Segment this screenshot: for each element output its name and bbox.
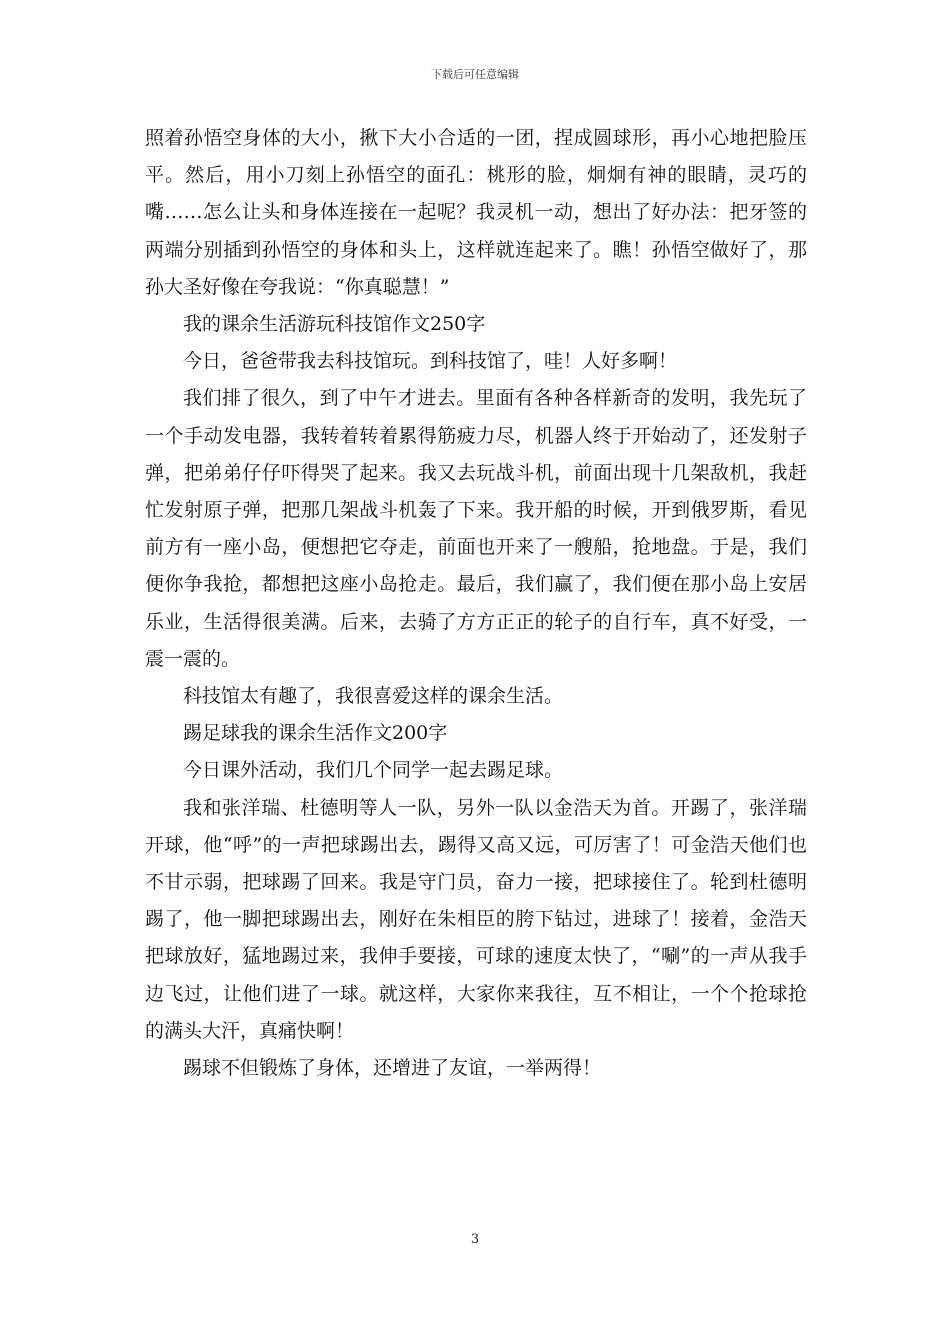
paragraph: 我们排了很久，到了中午才进去。里面有各种各样新奇的发明，我先玩了一个手动发电器，我转着转着累得筋疲力尽，机器人终于开始动了，还发射子弹，把弟弟仔仔吓得哭了起来。我又去玩战斗机，前面出现十几架敌机，我赶忙发射原子弹，把那几架战斗机轰了下来。我开船的时候，开到俄罗斯，看见前方有一座小岛，便想把它夺走，前面也开来了一艘船，抢地盘。于是，我们便你争我抢，都想把这座小岛抢走。最后，我们赢了，我们便在那小岛上安居乐业，生活得很美满。后来，去骑了方方正正的轮子的自行车，真不好受，一震一震的。 [145, 387, 807, 670]
paragraph: 今日，爸爸带我去科技馆玩。到科技馆了，哇！人好多啊！ [183, 350, 678, 373]
document-body [145, 120, 807, 1087]
paragraph: 踢球不但锻炼了身体，还增进了友谊，一举两得！ [183, 1057, 602, 1080]
paragraph: 我和张洋瑞、杜德明等人一队，另外一队以金浩天为首。开踢了，张洋瑞开球，他“呼”的一声把球踢出去，踢得又高又远，可厉害了！可金浩天他们也不甘示弱，把球踢了回来。我是守门员，奋力一接，把球接住了。轮到杜德明踢了，他一脚把球踢出去，刚好在朱相臣的胯下钻过，进球了！接着，金浩天把球放好，猛地踢过来，我伸手要接，可球的速度太快了，“唰”的一声从我手边飞过，让他们进了一球。就这样，大家你来我往，互不相让，一个个抢球抢的满头大汗，真痛快啊！ [145, 796, 807, 1042]
page-number: 3 [470, 1232, 480, 1247]
paragraph: 今日课外活动，我们几个同学一起去踢足球。 [183, 759, 564, 782]
page-header: 下载后可任意编辑 [431, 68, 519, 81]
paragraph-continuation: 照着孙悟空身体的大小，揪下大小合适的一团，捏成圆球形，再小心地把脸压平。然后，用小刀刻上孙悟空的面孔：桃形的脸，炯炯有神的眼睛，灵巧的嘴……怎么让头和身体连接在一起呢？我灵机一动，想出了好办法：把牙签的两端分别插到孙悟空的身体和头上，这样就连起来了。瞧！孙悟空做好了，那孙大圣好像在夸我说：“你真聪慧！” [145, 127, 807, 298]
essay-title-football: 踢足球我的课余生活作文200字 [183, 722, 448, 745]
paragraph: 科技馆太有趣了，我很喜爱这样的课余生活。 [183, 685, 564, 708]
essay-title-science-museum: 我的课余生活游玩科技馆作文250字 [183, 313, 486, 336]
